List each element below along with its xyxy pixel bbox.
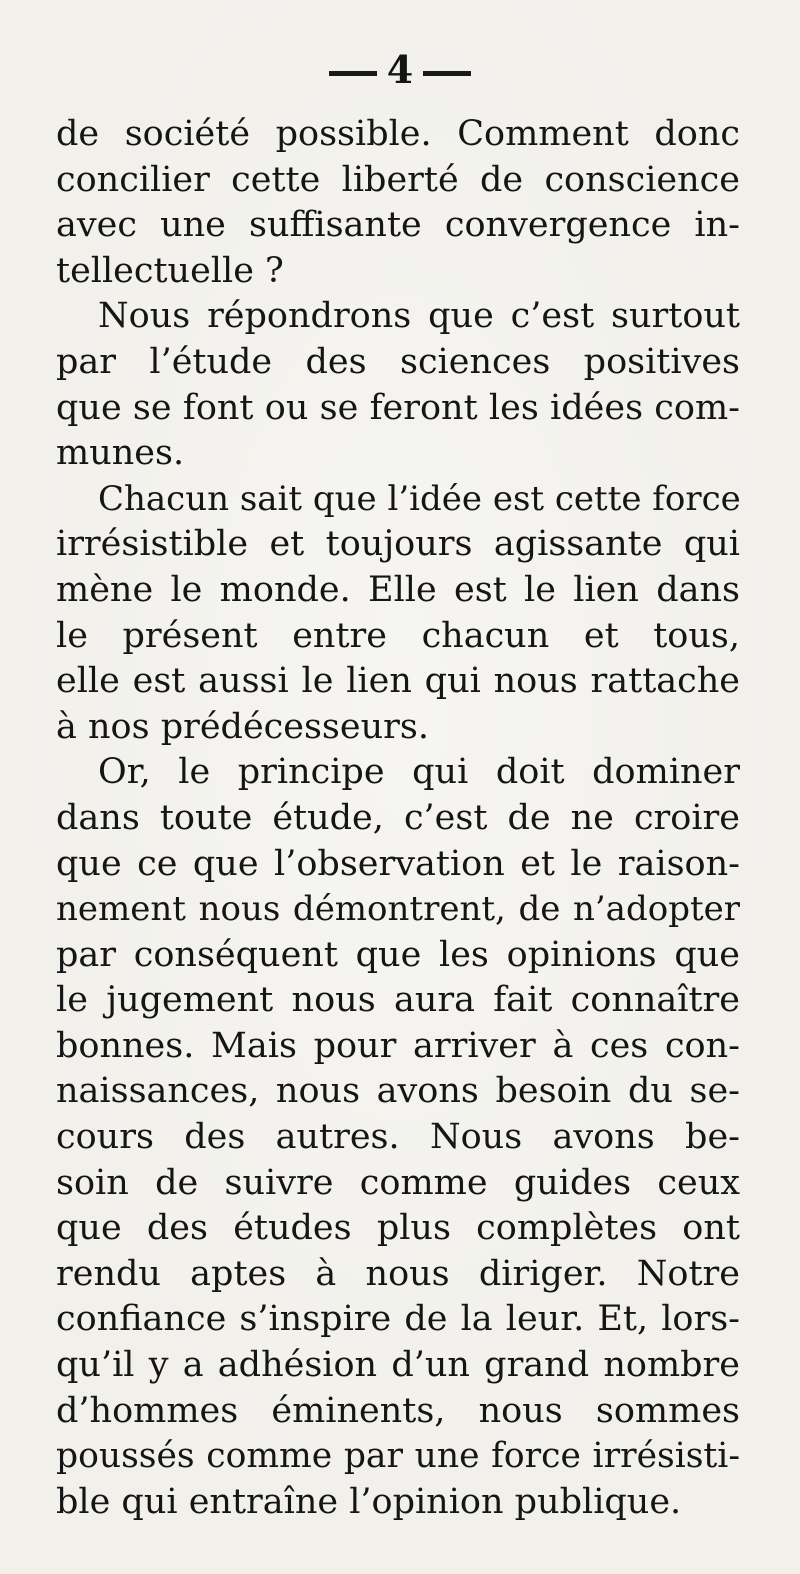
text-line: d’hommes éminents, nous sommes — [56, 1390, 740, 1431]
text-line: bonnes. Mais pour arriver à ces con- — [56, 1025, 740, 1066]
text-line: munes. — [56, 433, 185, 474]
text-line: confiance s’inspire de la leur. Et, lors- — [56, 1299, 740, 1340]
text-line: cours des autres. Nous avons be- — [56, 1117, 740, 1158]
text-line: mène le monde. Elle est le lien dans — [56, 569, 740, 610]
left-dash-ornament — [329, 71, 377, 76]
text-line: concilier cette liberté de conscience — [56, 159, 740, 200]
text-line: Nous répondrons que c’est surtout — [98, 296, 740, 337]
body-text — [56, 112, 740, 1525]
text-line: qu’il y a adhésion d’un grand nombre — [56, 1345, 740, 1386]
text-line: avec une suffisante convergence in- — [56, 205, 740, 246]
page-number: 4 — [386, 47, 414, 92]
text-line: tellectuelle ? — [56, 250, 284, 291]
text-line: irrésistible et toujours agissante qui — [56, 524, 740, 565]
text-line: Chacun sait que l’idée est cette force — [98, 478, 741, 519]
text-line: elle est aussi le lien qui nous rattache — [56, 661, 740, 702]
text-line: que se font ou se feront les idées com- — [56, 387, 740, 428]
text-line: par l’étude des sciences positives — [56, 341, 740, 382]
page-number-header — [0, 40, 800, 100]
text-line: dans toute étude, c’est de ne croire — [56, 797, 740, 838]
text-line: naissances, nous avons besoin du se- — [56, 1071, 740, 1112]
text-line: nement nous démontrent, de n’adopter — [56, 889, 740, 930]
text-line: le jugement nous aura fait connaître — [56, 980, 740, 1021]
text-line: soin de suivre comme guides ceux — [56, 1162, 740, 1203]
text-line: que des études plus complètes ont — [56, 1208, 740, 1249]
text-line: de société possible. Comment donc — [56, 114, 740, 154]
right-dash-ornament — [423, 71, 471, 76]
text-line: le présent entre chacun et tous, — [56, 615, 740, 656]
text-line: rendu aptes à nous diriger. Notre — [56, 1253, 740, 1294]
text-line: que ce que l’observation et le raison- — [56, 843, 740, 884]
text-line: ble qui entraîne l’opinion publique. — [56, 1481, 682, 1522]
text-line: à nos prédécesseurs. — [56, 706, 429, 747]
text-line: par conséquent que les opinions que — [56, 934, 740, 975]
text-line: poussés comme par une force irrésisti- — [56, 1436, 740, 1477]
text-line: Or, le principe qui doit dominer — [98, 752, 740, 793]
